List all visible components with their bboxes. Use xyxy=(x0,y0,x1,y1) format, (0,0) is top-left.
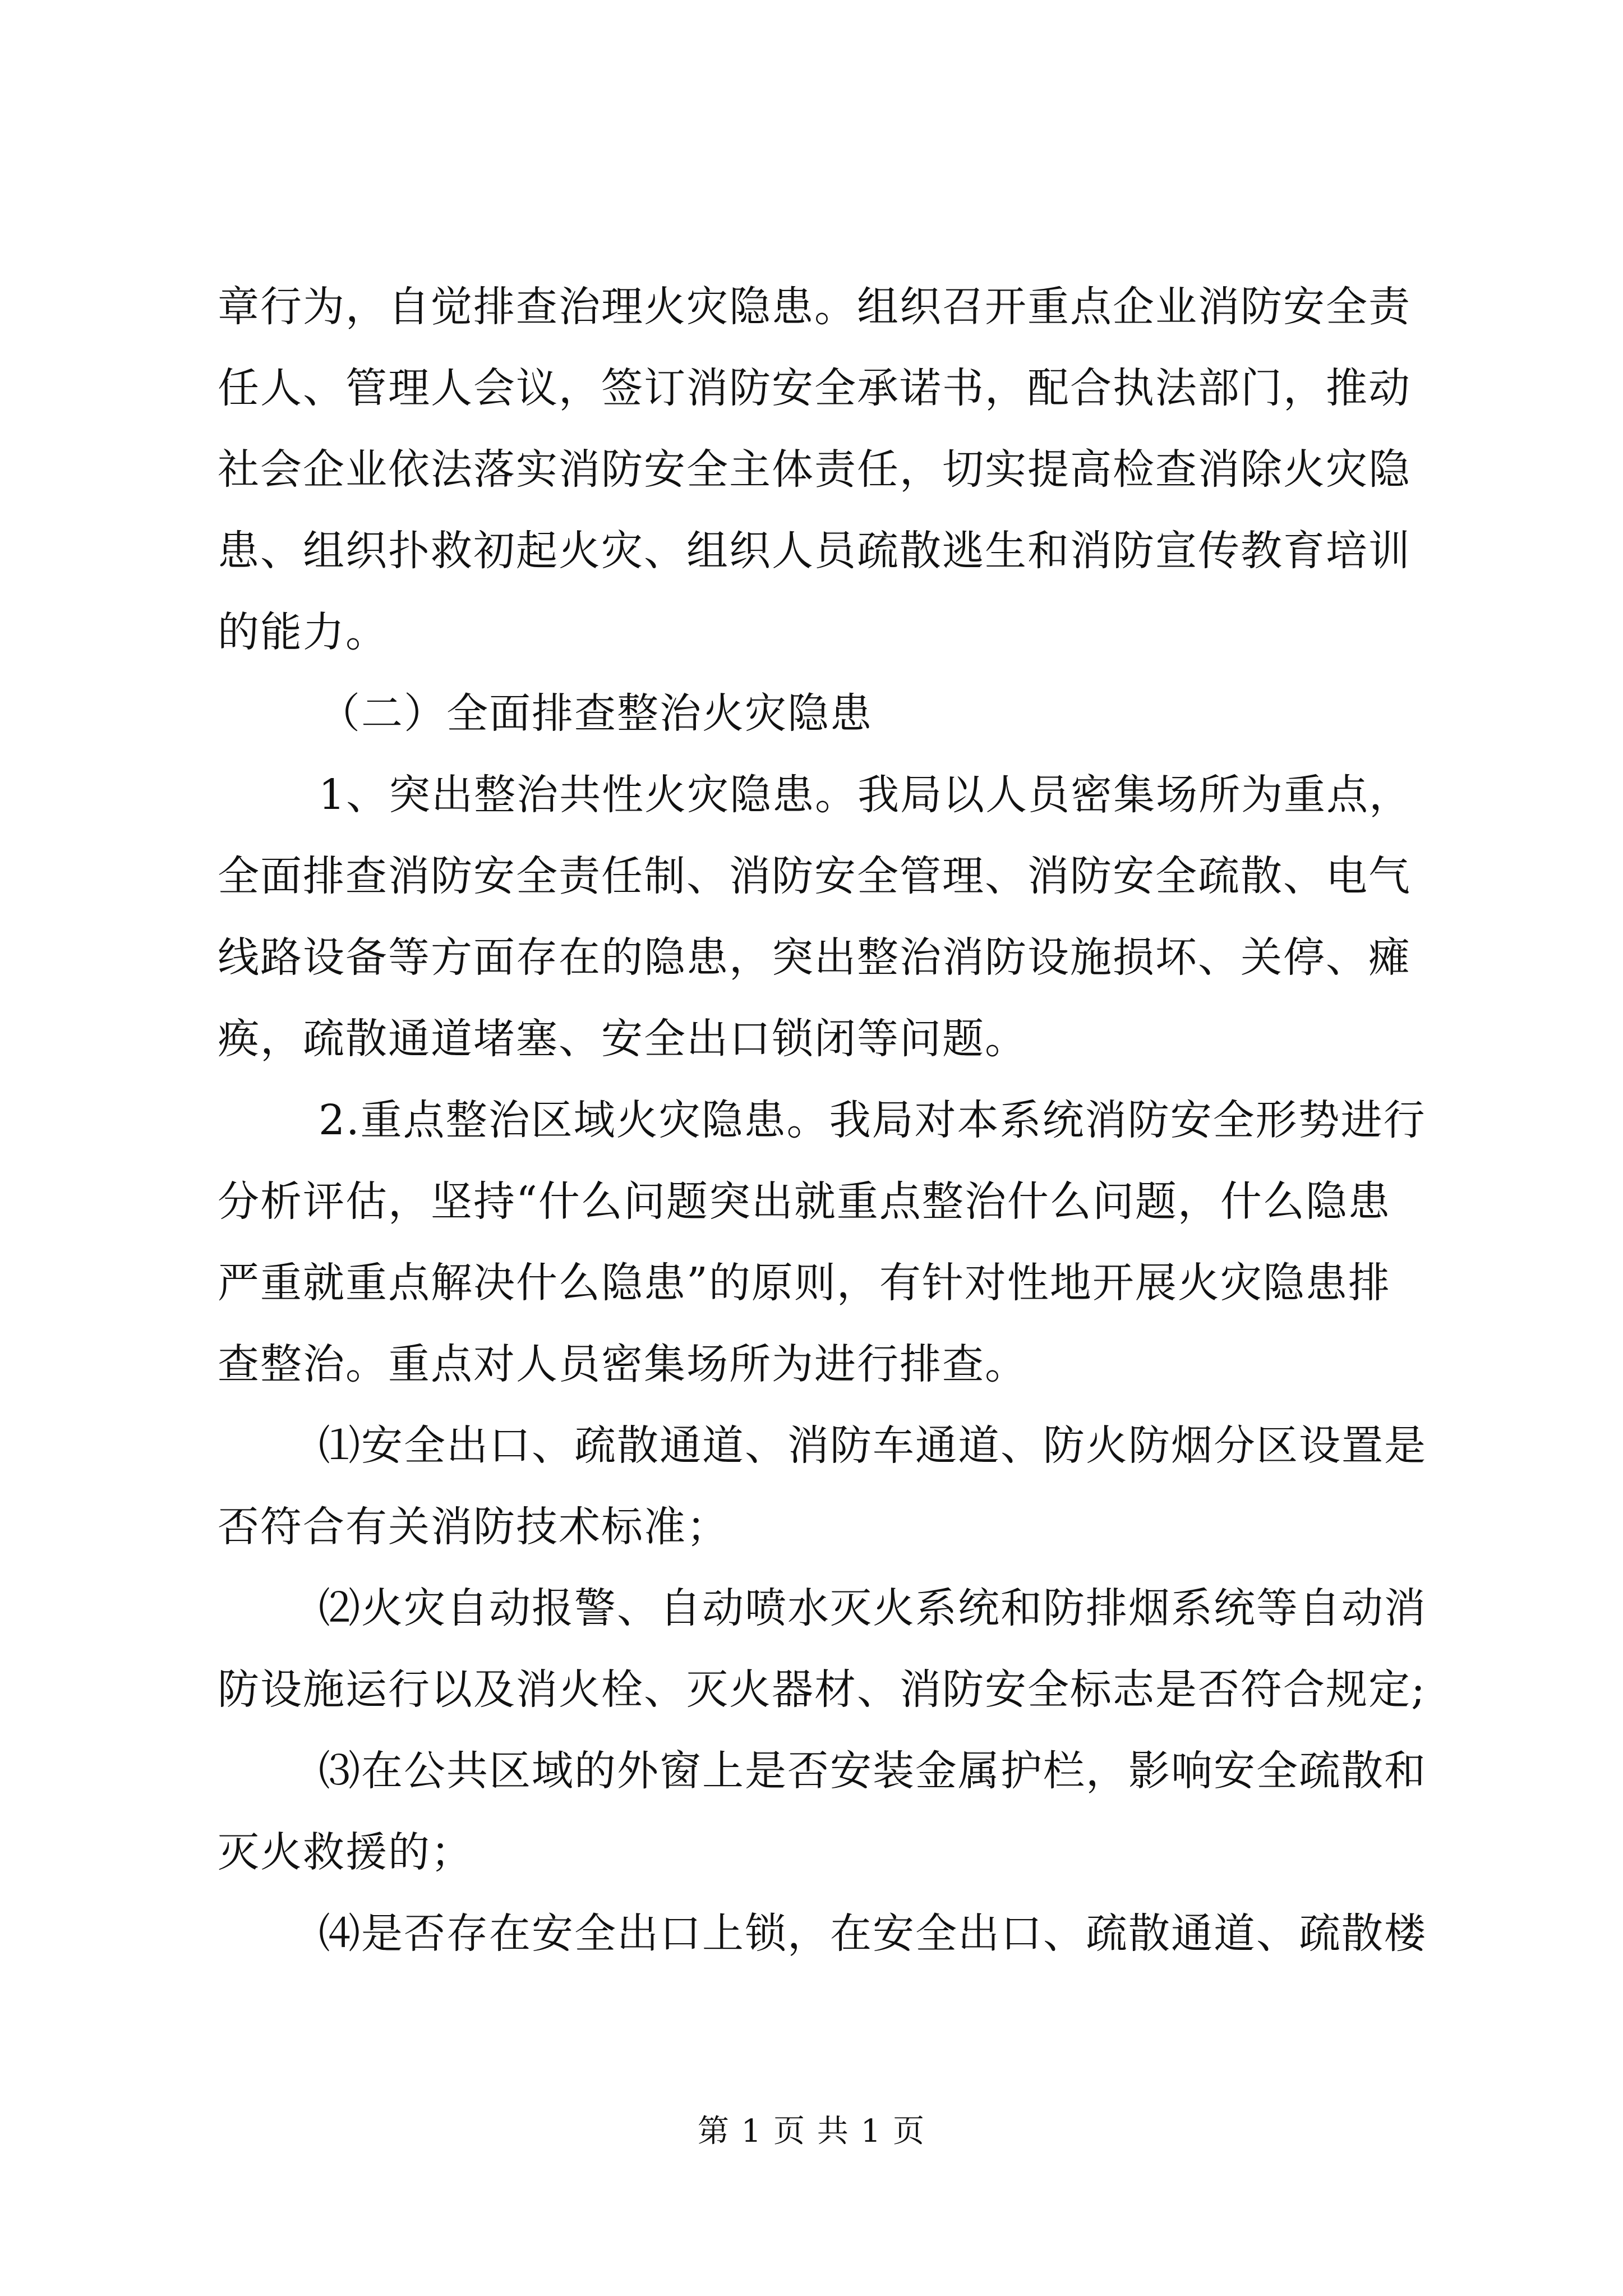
list-item-start-line: ⑶在公共区域的外窗上是否安装金属护栏，影响安全疏散和 xyxy=(319,1747,1427,1795)
text-line: 防设施运行以及消火栓、灭火器材、消防安全标志是否符合规定; xyxy=(218,1665,1426,1714)
text-line: 患、组织扑救初起火灾、组织人员疏散逃生和消防宣传教育培训 xyxy=(218,527,1411,575)
page-number-label: 第 1 页 共 1 页 xyxy=(697,2113,926,2150)
text-line: 章行为，自觉排查治理火灾隐患。组织召开重点企业消防安全责 xyxy=(218,283,1411,331)
text-line: 严重就重点解决什么隐患”的原则，有针对性地开展火灾隐患排 xyxy=(218,1259,1391,1307)
text-line: 全面排查消防安全责任制、消防安全管理、消防安全疏散、电气 xyxy=(218,852,1411,900)
text-line: 任人、管理人会议，签订消防安全承诺书，配合执法部门，推动 xyxy=(218,364,1411,412)
document-body xyxy=(218,266,1427,1975)
paragraph-start-line: 1、突出整治共性火灾隐患。我局以人员密集场所为重点， xyxy=(319,771,1412,819)
text-line: 否符合有关消防技术标准； xyxy=(218,1503,729,1551)
text-line: 的能力。 xyxy=(218,608,388,656)
text-line: 线路设备等方面存在的隐患，突出整治消防设施损坏、关停、瘫 xyxy=(218,933,1411,982)
text-line: 分析评估，坚持“什么问题突出就重点整治什么问题，什么隐患 xyxy=(218,1177,1391,1226)
list-item-start-line: ⑴安全出口、疏散通道、消防车通道、防火防烟分区设置是 xyxy=(319,1421,1427,1470)
text-line: 社会企业依法落实消防安全主体责任，切实提高检查消除火灾隐 xyxy=(218,445,1411,494)
list-item-start-line: ⑵火灾自动报警、自动喷水灭火系统和防排烟系统等自动消 xyxy=(319,1584,1427,1632)
text-line: 查整治。重点对人员密集场所为进行排查。 xyxy=(218,1340,1027,1388)
paragraph-start-line: 2.重点整治区域火灾隐患。我局对本系统消防安全形势进行 xyxy=(319,1096,1426,1144)
page-footer xyxy=(0,2112,1623,2151)
text-line: 痪，疏散通道堵塞、安全出口锁闭等问题。 xyxy=(218,1015,1027,1063)
list-item-start-line: ⑷是否存在安全出口上锁，在安全出口、疏散通道、疏散楼 xyxy=(319,1910,1427,1958)
text-line: 灭火救援的； xyxy=(218,1828,473,1876)
section-heading: （二）全面排查整治火灾隐患 xyxy=(319,689,873,738)
